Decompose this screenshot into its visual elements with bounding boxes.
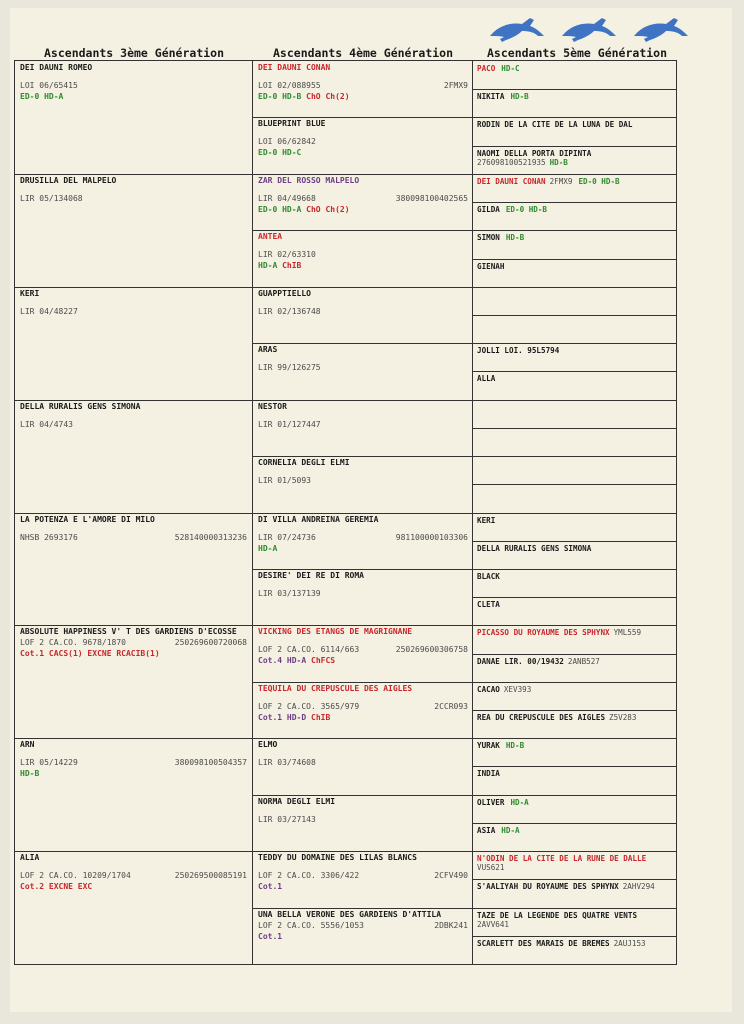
registration: LIR 01/5093 [258, 476, 311, 485]
health-results: ED-0 HD-B [505, 205, 548, 214]
gen5-cell [477, 657, 600, 666]
dog-name: ANTEA [258, 232, 283, 241]
row-divider [472, 89, 676, 90]
header-generation-3: Ascendants 3ème Génération [44, 46, 225, 60]
dog-name: N'ODIN DE LA CITE DE LA RUNE DE DALLE [477, 854, 647, 863]
row-divider [252, 625, 472, 626]
gen3-cell [20, 853, 247, 892]
registration: YML559 [613, 628, 642, 637]
gen4-cell [258, 345, 468, 373]
dog-name: ARN [20, 740, 35, 749]
row-divider [472, 259, 676, 260]
registration: LIR 02/136748 [258, 307, 321, 316]
gen4-cell [258, 402, 468, 430]
gen3-cell [20, 515, 247, 543]
dog-name: GIENAH [477, 262, 505, 271]
row-divider [252, 230, 472, 231]
dog-name: ALIA [20, 853, 40, 862]
gen4-cell [258, 458, 468, 486]
row-divider [15, 851, 252, 852]
row-divider [252, 513, 472, 514]
health-results: Cot.1 HD-D ChIB [258, 713, 331, 722]
health-results: HD-B [20, 769, 40, 778]
dog-name: RODIN DE LA CITE DE LA LUNA DE DAL [477, 120, 633, 129]
dog-name: DEI DAUNI CONAN [258, 63, 331, 72]
dog-name: CLETA [477, 600, 500, 609]
row-divider [472, 400, 676, 401]
pedigree-table [14, 60, 677, 965]
registration: LIR 04/4743 [20, 420, 73, 429]
dog-name: NESTOR [258, 402, 287, 411]
gen4-cell [258, 119, 468, 158]
row-divider [472, 597, 676, 598]
dog-name: ASIA [477, 826, 496, 835]
gen5-cell [477, 346, 559, 355]
dog-name: DEI DAUNI ROMEO [20, 63, 93, 72]
dog-name: BLUEPRINT BLUE [258, 119, 326, 128]
row-divider [15, 738, 252, 739]
gen3-cell [20, 289, 247, 317]
dog-name: ZAR DEL ROSSO MALPELO [258, 176, 360, 185]
gen5-cell [477, 628, 641, 637]
row-divider [15, 400, 252, 401]
dog-name: LA POTENZA E L'AMORE DI MILO [20, 515, 155, 524]
row-divider [472, 795, 676, 796]
registration: LOF 2 CA.CO. 3565/979 2CCR093 [258, 702, 468, 711]
row-divider [472, 513, 676, 514]
row-divider [472, 851, 676, 852]
gen5-cell [477, 685, 531, 694]
dog-name: INDIA [477, 769, 500, 778]
registration: LIR 04/49668 380098100402565 [258, 194, 468, 203]
registration: LOF 2 CA.CO. 3306/422 2CFV490 [258, 871, 468, 880]
gen5-cell [477, 205, 547, 214]
health-results: HD-B [510, 92, 529, 101]
row-divider [472, 343, 676, 344]
row-divider [472, 879, 676, 880]
registration: LOF 2 CA.CO. 6114/663 250269600306758 [258, 645, 468, 654]
row-divider [472, 569, 676, 570]
row-divider [15, 174, 252, 175]
dog-name: DELLA RURALIS GENS SIMONA [20, 402, 141, 411]
registration: LOI 06/62842 [258, 137, 316, 146]
show-results: Cot.1 CACS(1) EXCNE RCACIB(1) [20, 649, 160, 658]
row-divider [252, 456, 472, 457]
row-divider [15, 625, 252, 626]
registration: NHSB 2693176 528140000313236 [20, 533, 247, 542]
row-divider [472, 428, 676, 429]
dog-name: OLIVER [477, 798, 505, 807]
dog-name: NORMA DEGLI ELMI [258, 797, 336, 806]
row-divider [15, 287, 252, 288]
gen4-cell [258, 627, 468, 666]
row-divider [472, 908, 676, 909]
gen5-cell [477, 741, 524, 750]
registration: LIR 05/134068 [20, 194, 83, 203]
row-divider [472, 766, 676, 767]
chip-number: 2DBK241 [434, 921, 468, 930]
dog-name: UNA BELLA VERONE DES GARDIENS D'ATTILA [258, 910, 442, 919]
row-divider [252, 117, 472, 118]
dog-name: TEQUILA DU CREPUSCULE DES AIGLES [258, 684, 413, 693]
chip-number: 528140000313236 [174, 533, 247, 542]
chip-number: 250269500085191 [174, 871, 247, 880]
health-results: HD-B [505, 233, 525, 242]
running-dog-icon [634, 18, 688, 42]
registration: LOF 2 CA.CO. 10209/1704 250269500085191 [20, 871, 247, 880]
gen5-cell [477, 769, 500, 778]
registration: LIR 05/14229 380098100504357 [20, 758, 247, 767]
gen4-cell [258, 797, 468, 825]
dog-name: PACO [477, 64, 496, 73]
gen5-cell [477, 713, 636, 722]
row-divider [472, 146, 676, 147]
chip-number: 380098100504357 [174, 758, 247, 767]
dog-name: GILDA [477, 205, 500, 214]
health-results: HD-A ChIB [258, 261, 302, 270]
gen3-cell [20, 402, 247, 430]
running-dog-icon [490, 18, 544, 42]
dog-name: NIKITA [477, 92, 505, 101]
gen4-cell [258, 740, 468, 768]
gen5-cell [477, 544, 591, 553]
header-generation-5: Ascendants 5ème Génération [487, 46, 668, 60]
row-divider [472, 654, 676, 655]
row-divider [252, 569, 472, 570]
show-results: Cot.2 EXCNE EXC [20, 882, 93, 891]
gen4-cell [258, 910, 468, 942]
dog-name: DANAE LIR. 00/19432 [477, 657, 564, 666]
row-divider [472, 202, 676, 203]
dog-name: TEDDY DU DOMAINE DES LILAS BLANCS [258, 853, 417, 862]
dog-name: REA DU CREPUSCULE DES AIGLES [477, 713, 606, 722]
registration: 2AHV294 [622, 882, 655, 891]
dog-name: DRUSILLA DEL MALPELO [20, 176, 117, 185]
registration: LIR 01/127447 [258, 420, 321, 429]
gen4-cell [258, 176, 468, 215]
dog-name: ALLA [477, 374, 496, 383]
gen5-cell [477, 826, 520, 835]
gen5-cell [477, 374, 495, 383]
gen5-cell [477, 798, 529, 807]
row-divider [252, 174, 472, 175]
gen4-cell [258, 515, 468, 554]
health-results: Cot.1 [258, 882, 283, 891]
registration: LOI 02/088955 2FMX9 [258, 81, 468, 90]
chip-number: 2CFV490 [434, 871, 468, 880]
gen5-cell [477, 911, 637, 929]
row-divider [472, 287, 676, 288]
registration: LOF 2 CA.CO. 5556/1053 2DBK241 [258, 921, 468, 930]
gen5-cell [477, 92, 529, 101]
dog-name: DI VILLA ANDREINA GEREMIA [258, 515, 379, 524]
row-divider [472, 936, 676, 937]
health-results: Cot.4 HD-A ChFCS [258, 656, 336, 665]
health-results: ED-0 HD-B ChO Ch(2) [258, 92, 350, 101]
row-divider [472, 117, 676, 118]
row-divider [252, 400, 472, 401]
gen3-cell [20, 63, 247, 102]
registration: LIR 02/63310 [258, 250, 316, 259]
row-divider [472, 174, 676, 175]
registration: LIR 03/27143 [258, 815, 316, 824]
row-divider [472, 823, 676, 824]
registration: 2FMX9 [549, 177, 573, 186]
gen4-cell [258, 289, 468, 317]
row-divider [252, 908, 472, 909]
row-divider [252, 738, 472, 739]
health-results: HD-A [501, 826, 520, 835]
dog-name: ELMO [258, 740, 278, 749]
chip-number: 2FMX9 [443, 81, 468, 90]
chip-number: 2CCR093 [434, 702, 468, 711]
gen5-cell [477, 600, 500, 609]
health-results: ED-0 HD-A ChO Ch(2) [258, 205, 350, 214]
health-results: ED-0 HD-B [578, 177, 620, 186]
gen4-cell [258, 571, 468, 599]
dog-name: CACAO [477, 685, 500, 694]
dog-name: SCARLETT DES MARAIS DE BREMES [477, 939, 610, 948]
gen5-cell [477, 939, 646, 948]
chip-number: 380098100402565 [395, 194, 468, 203]
row-divider [472, 484, 676, 485]
registration: 2ANB527 [567, 657, 600, 666]
health-results: HD-B [505, 741, 525, 750]
gen5-cell [477, 882, 655, 891]
chip-number: 250269600306758 [395, 645, 468, 654]
dog-name: ARAS [258, 345, 278, 354]
dog-name: TAZE DE LA LEGENDE DES QUATRE VENTS [477, 911, 638, 920]
gen5-cell [477, 516, 495, 525]
dog-name: DESIRE' DEI RE DI ROMA [258, 571, 364, 580]
registration: LIR 99/126275 [258, 363, 321, 372]
gen5-cell [477, 64, 520, 73]
dog-name: GUAPPTIELLO [258, 289, 311, 298]
registration: Z5V283 [609, 713, 637, 722]
registration: LIR 03/137139 [258, 589, 321, 598]
row-divider [472, 541, 676, 542]
dog-name: SIMON [477, 233, 500, 242]
dog-name: JOLLI LOI. 95L5794 [477, 346, 560, 355]
health-results: HD-A [258, 544, 278, 553]
row-divider [472, 230, 676, 231]
registration: LIR 04/48227 [20, 307, 78, 316]
gen3-cell [20, 176, 247, 204]
health-results: ED-0 HD-C [258, 148, 302, 157]
registration: LIR 07/24736 981100000103306 [258, 533, 468, 542]
health-results: HD-C [501, 64, 520, 73]
gen5-cell [477, 854, 646, 872]
dog-name: CORNELIA DEGLI ELMI [258, 458, 350, 467]
registration: LIR 03/74608 [258, 758, 316, 767]
health-results: ED-0 HD-A [20, 92, 64, 101]
gen5-cell [477, 262, 504, 271]
gen4-cell [258, 63, 468, 102]
registration: LOF 2 CA.CO. 9678/1870 250269600720068 [20, 638, 247, 647]
row-divider [472, 682, 676, 683]
gen3-cell [20, 740, 247, 779]
gen4-cell [258, 232, 468, 271]
dog-name: ABSOLUTE HAPPINESS V' T DES GARDIENS D'ECOSSE [20, 627, 237, 636]
registration: XEV393 [503, 685, 532, 694]
dog-name: PICASSO DU ROYAUME DES SPHYNX [477, 628, 610, 637]
registration: VUS621 [477, 863, 505, 872]
gen3-cell [20, 627, 247, 659]
gen5-cell [477, 233, 524, 242]
gen5-cell [477, 120, 632, 129]
gen5-cell [477, 177, 620, 186]
dog-name: S'AALIYAH DU ROYAUME DES SPHYNX [477, 882, 619, 891]
row-divider [15, 513, 252, 514]
registration: LOI 06/65415 [20, 81, 78, 90]
chip-number: 250269600720068 [174, 638, 247, 647]
health-results: Cot.1 [258, 932, 283, 941]
gen5-cell [477, 149, 591, 167]
dog-name: NAOMI DELLA PORTA DIPINTA [477, 149, 592, 158]
registration: 2AVV641 [477, 920, 510, 929]
dog-name: DELLA RURALIS GENS SIMONA [477, 544, 592, 553]
row-divider [472, 371, 676, 372]
logo-strip [488, 12, 694, 48]
registration: 2AUJ153 [613, 939, 646, 948]
dog-name: YURAK [477, 741, 500, 750]
dog-name: DEI DAUNI CONAN [477, 177, 546, 186]
row-divider [252, 343, 472, 344]
row-divider [252, 287, 472, 288]
health-results: HD-B [549, 158, 568, 167]
health-results: HD-A [510, 798, 529, 807]
row-divider [472, 315, 676, 316]
chip-number: 981100000103306 [395, 533, 468, 542]
row-divider [252, 851, 472, 852]
row-divider [472, 625, 676, 626]
row-divider [252, 682, 472, 683]
dog-name: KERI [20, 289, 40, 298]
dog-name: KERI [477, 516, 496, 525]
header-generation-4: Ascendants 4ème Génération [273, 46, 454, 60]
row-divider [472, 738, 676, 739]
registration: 276098100521935 HD-B [477, 158, 568, 167]
gen4-cell [258, 853, 468, 892]
dog-name: BLACK [477, 572, 500, 581]
gen5-cell [477, 572, 500, 581]
dog-name: VICKING DES ETANGS DE MAGRIGNANE [258, 627, 413, 636]
gen4-cell [258, 684, 468, 723]
running-dog-icon [562, 18, 616, 42]
row-divider [252, 795, 472, 796]
row-divider [472, 456, 676, 457]
row-divider [472, 710, 676, 711]
